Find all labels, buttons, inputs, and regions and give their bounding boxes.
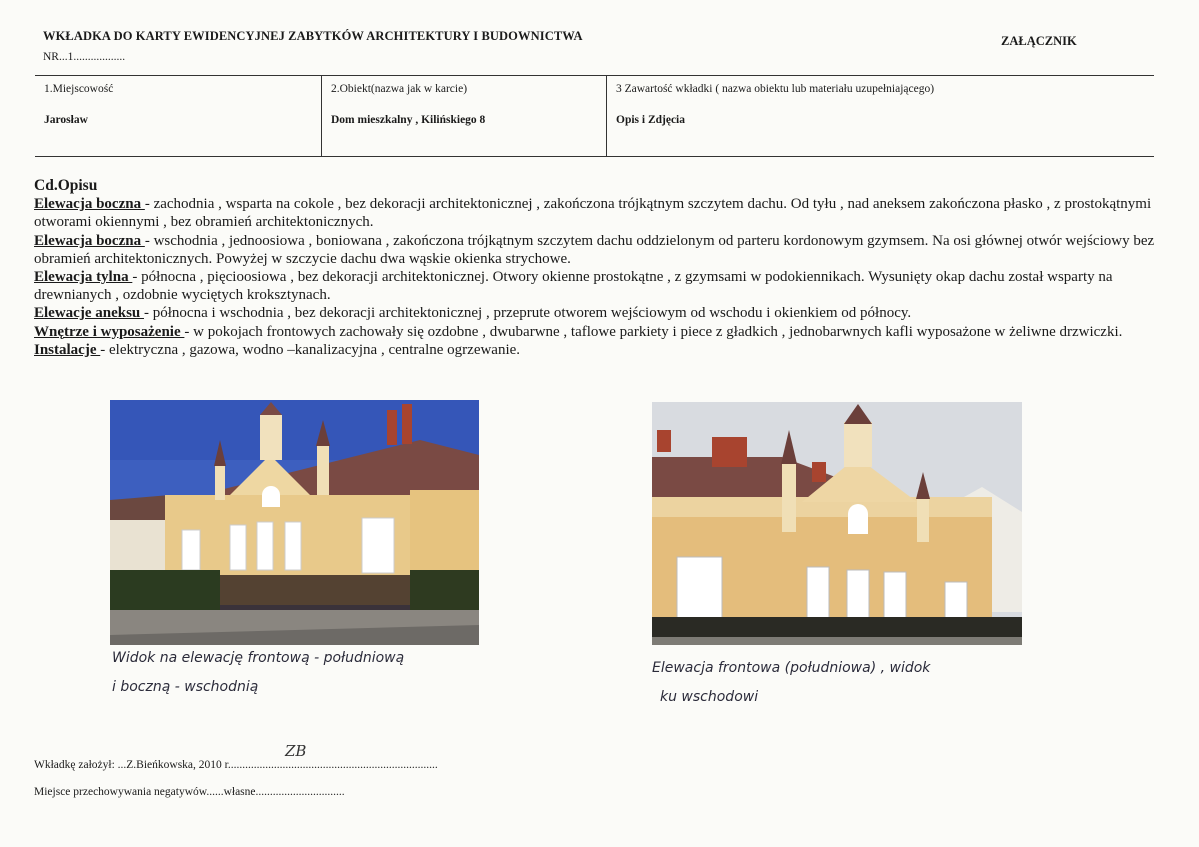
paragraph-heading: Elewacja boczna — [34, 232, 145, 249]
paragraph-text: - północna i wschodnia , bez dekoracji architektonicznej , przeprute otworem wejściowym od wschodu i okienkiem od północy. — [144, 305, 912, 322]
field-value: Opis i Zdjęcia — [616, 114, 686, 126]
paragraph-heading: Elewacje aneksu — [34, 305, 144, 322]
field-value: Jarosław — [44, 114, 88, 126]
field-label: 2.Obiekt(nazwa jak w karcie) — [331, 83, 468, 95]
photo-caption: Widok na elewację frontową - południową — [112, 650, 405, 666]
photo-front-east — [110, 400, 479, 645]
paragraph-text: - wschodnia , jednoosiowa , boniowana , zakończona trójkątnym szczytem dachu oddzielonym od parteru kordonowym gzymsem. Na osi głównej otwór wejściowy bez obramień architektonicznych. Powyżej w szczycie dachu dwa wąskie okienka strychowe. — [34, 232, 1155, 267]
description-section — [34, 177, 1164, 359]
paragraph-heading: Elewacja tylna — [34, 269, 133, 286]
photo-caption: ku wschodowi — [660, 689, 759, 705]
description-paragraph — [34, 232, 1164, 268]
description-heading: Cd.Opisu — [34, 177, 98, 194]
description-paragraph — [34, 268, 1164, 304]
signature-initials: ZB — [285, 742, 307, 760]
description-paragraph — [34, 195, 1164, 231]
field-label: 3 Zawartość wkładki ( nazwa obiektu lub materiału uzupełniającego) — [616, 83, 935, 95]
description-paragraph — [34, 323, 1164, 341]
form-number: NR...1.................. — [43, 51, 126, 63]
paragraph-text: - elektryczna , gazowa, wodno –kanalizacyjna , centralne ogrzewanie. — [100, 341, 521, 358]
description-paragraph — [34, 304, 1164, 322]
photo-caption: i boczną - wschodnią — [112, 679, 259, 695]
description-paragraph — [34, 341, 1164, 359]
field-object — [321, 76, 606, 156]
paragraph-heading: Instalacje — [34, 341, 101, 358]
paragraph-text: - zachodnia , wsparta na cokole , bez dekoracji architektonicznej , zakończona trójkątnym szczytem dachu. Od tyłu , nad aneksem zakończona płasko , z prostokątnymi otworami okiennymi , bez obramień architektonicznych. — [34, 196, 1152, 231]
field-label: 1.Miejscowość — [44, 83, 114, 95]
field-value: Dom mieszkalny , Kilińskiego 8 — [331, 114, 486, 126]
photo-caption: Elewacja frontowa (południowa) , widok — [652, 660, 931, 676]
created-by-line: Wkładkę założył: ...Z.Bieńkowska, 2010 r......................................................................... — [34, 759, 438, 771]
field-contents — [606, 76, 1154, 156]
negatives-location-line: Miejsce przechowywania negatywów......własne............................... — [34, 786, 345, 798]
paragraph-heading: Elewacja boczna — [34, 196, 145, 213]
field-locality — [35, 76, 321, 156]
paragraph-text: - północna , pięcioosiowa , bez dekoracji architektonicznej. Otwory okienne prostokątne , z gzymsami w podokiennikach. Wysunięty okap dachu został wsparty na drewnianych , ozdobnie wyciętych kroksztynach. — [34, 269, 1113, 304]
photo-front-south — [652, 402, 1022, 645]
info-table — [35, 75, 1154, 157]
paragraph-text: - w pokojach frontowych zachowały się ozdobne , dwubarwne , taflowe parkiety i piece z gładkich , jednobarwnych kafli wyposażone w żeliwne drzwiczki. — [184, 323, 1123, 340]
form-title: WKŁADKA DO KARTY EWIDENCYJNEJ ZABYTKÓW ARCHITEKTURY I BUDOWNICTWA — [43, 29, 583, 43]
attachment-label: ZAŁĄCZNIK — [1001, 34, 1077, 48]
paragraph-heading: Wnętrze i wyposażenie — [34, 323, 185, 340]
